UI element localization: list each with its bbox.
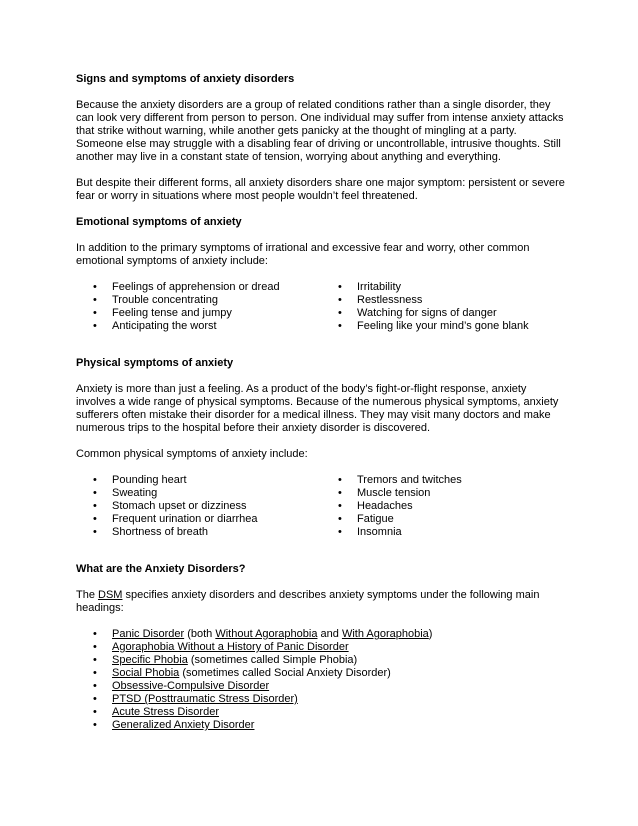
bullet-icon: • <box>338 281 342 293</box>
list-item: • Watching for signs of danger <box>338 307 497 319</box>
list-item: • Muscle tension <box>338 487 431 499</box>
list-item: • Feelings of apprehension or dread <box>93 281 280 293</box>
list-item: • Restlessness <box>338 294 423 306</box>
physical-paragraph-1: Anxiety is more than just a feeling. As a product of the body’s fight-or-flight response, anxiety involves a wide range of physical symptoms. Because of the numerous physical symptoms, anxiety sufferers often mistake their disorder for a medical illness. They may visit many doctors and make numerous trips to the hospital before their anxiety disorder is discovered. <box>76 383 559 434</box>
physical-list-left <box>92 474 337 539</box>
list-item: • Panic Disorder (both Without Agoraphobia and With Agoraphobia) <box>93 628 433 640</box>
bullet-icon: • <box>93 526 97 538</box>
emotional-heading: Emotional symptoms of anxiety <box>76 216 242 228</box>
list-item: • Tremors and twitches <box>338 474 462 486</box>
emotional-list-right <box>337 281 566 333</box>
list-item <box>92 641 566 654</box>
list-item: • Shortness of breath <box>93 526 209 538</box>
acute-stress-link[interactable]: Acute Stress Disorder <box>112 706 219 718</box>
bullet-icon: • <box>338 474 342 486</box>
ptsd-link[interactable]: PTSD (Posttraumatic Stress Disorder) <box>112 693 298 705</box>
bullet-icon: • <box>338 526 342 538</box>
emotional-list-left <box>92 281 337 333</box>
list-item <box>92 719 566 732</box>
dsm-link[interactable]: DSM <box>98 589 123 601</box>
bullet-icon: • <box>338 320 342 332</box>
list-item: • Feeling tense and jumpy <box>93 307 232 319</box>
agoraphobia-link[interactable]: Agoraphobia Without a History of Panic Disorder <box>112 641 349 653</box>
bullet-icon: • <box>93 628 97 640</box>
bullet-icon: • <box>93 320 97 332</box>
bullet-icon: • <box>93 500 97 512</box>
signs-paragraph-1: Because the anxiety disorders are a group of related conditions rather than a single disorder, they can look very different from person to person. One individual may suffer from intense anxiety attacks that strike without warning, while another gets panicky at the thought of mingling at a party. Someone else may struggle with a disabling fear of driving or uncontrollable, intrusive thoughts. Still another may live in a constant state of tension, worrying about anything and everything. <box>76 99 564 163</box>
bullet-icon: • <box>93 307 97 319</box>
list-item: • Frequent urination or diarrhea <box>93 513 258 525</box>
list-item: • Specific Phobia (sometimes called Simple Phobia) <box>93 654 358 666</box>
list-item: • Anticipating the worst <box>93 320 217 332</box>
bullet-icon: • <box>93 719 97 731</box>
emotional-intro: In addition to the primary symptoms of irrational and excessive fear and worry, other common emotional symptoms of anxiety include: <box>76 242 530 267</box>
list-item <box>92 680 566 693</box>
list-item: • Stomach upset or dizziness <box>93 500 247 512</box>
specific-phobia-link[interactable]: Specific Phobia <box>112 654 188 666</box>
list-item: • Insomnia <box>338 526 402 538</box>
bullet-icon: • <box>93 513 97 525</box>
bullet-icon: • <box>338 307 342 319</box>
physical-symptom-lists <box>92 474 566 539</box>
list-item <box>92 706 566 719</box>
physical-list-right <box>337 474 566 539</box>
list-item: • Fatigue <box>338 513 394 525</box>
signs-heading: Signs and symptoms of anxiety disorders <box>76 73 295 85</box>
bullet-icon: • <box>93 667 97 679</box>
physical-heading: Physical symptoms of anxiety <box>76 357 234 369</box>
gad-link[interactable]: Generalized Anxiety Disorder <box>112 719 255 731</box>
list-item <box>92 693 566 706</box>
bullet-icon: • <box>338 487 342 499</box>
bullet-icon: • <box>338 513 342 525</box>
disorders-heading: What are the Anxiety Disorders? <box>76 563 246 575</box>
list-item: • Social Phobia (sometimes called Social Anxiety Disorder) <box>93 667 391 679</box>
bullet-icon: • <box>93 294 97 306</box>
list-item: • Headaches <box>338 500 413 512</box>
document-page <box>76 73 566 732</box>
list-item: • Sweating <box>93 487 158 499</box>
list-item: • Feeling like your mind’s gone blank <box>338 320 529 332</box>
social-phobia-link[interactable]: Social Phobia <box>112 667 180 679</box>
physical-intro: Common physical symptoms of anxiety include: <box>76 448 308 460</box>
bullet-icon: • <box>93 641 97 653</box>
bullet-icon: • <box>338 500 342 512</box>
bullet-icon: • <box>93 693 97 705</box>
bullet-icon: • <box>93 281 97 293</box>
panic-disorder-link[interactable]: Panic Disorder <box>112 628 185 640</box>
bullet-icon: • <box>93 706 97 718</box>
emotional-symptom-lists <box>92 281 566 333</box>
with-agoraphobia-link[interactable]: With Agoraphobia <box>341 628 429 640</box>
bullet-icon: • <box>93 487 97 499</box>
bullet-icon: • <box>93 474 97 486</box>
list-item: • Irritability <box>338 281 402 293</box>
ocd-link[interactable]: Obsessive-Compulsive Disorder <box>112 680 270 692</box>
signs-paragraph-2: But despite their different forms, all anxiety disorders share one major symptom: persistent or severe fear or worry in situations where most people wouldn’t feel threatened. <box>76 177 565 202</box>
bullet-icon: • <box>93 654 97 666</box>
bullet-icon: • <box>338 294 342 306</box>
disorders-intro: The DSM specifies anxiety disorders and describes anxiety symptoms under the following main headings: <box>76 589 540 614</box>
list-item: • Pounding heart <box>93 474 187 486</box>
without-agoraphobia-link[interactable]: Without Agoraphobia <box>215 628 318 640</box>
list-item: • Trouble concentrating <box>93 294 218 306</box>
disorders-list <box>92 628 566 732</box>
bullet-icon: • <box>93 680 97 692</box>
